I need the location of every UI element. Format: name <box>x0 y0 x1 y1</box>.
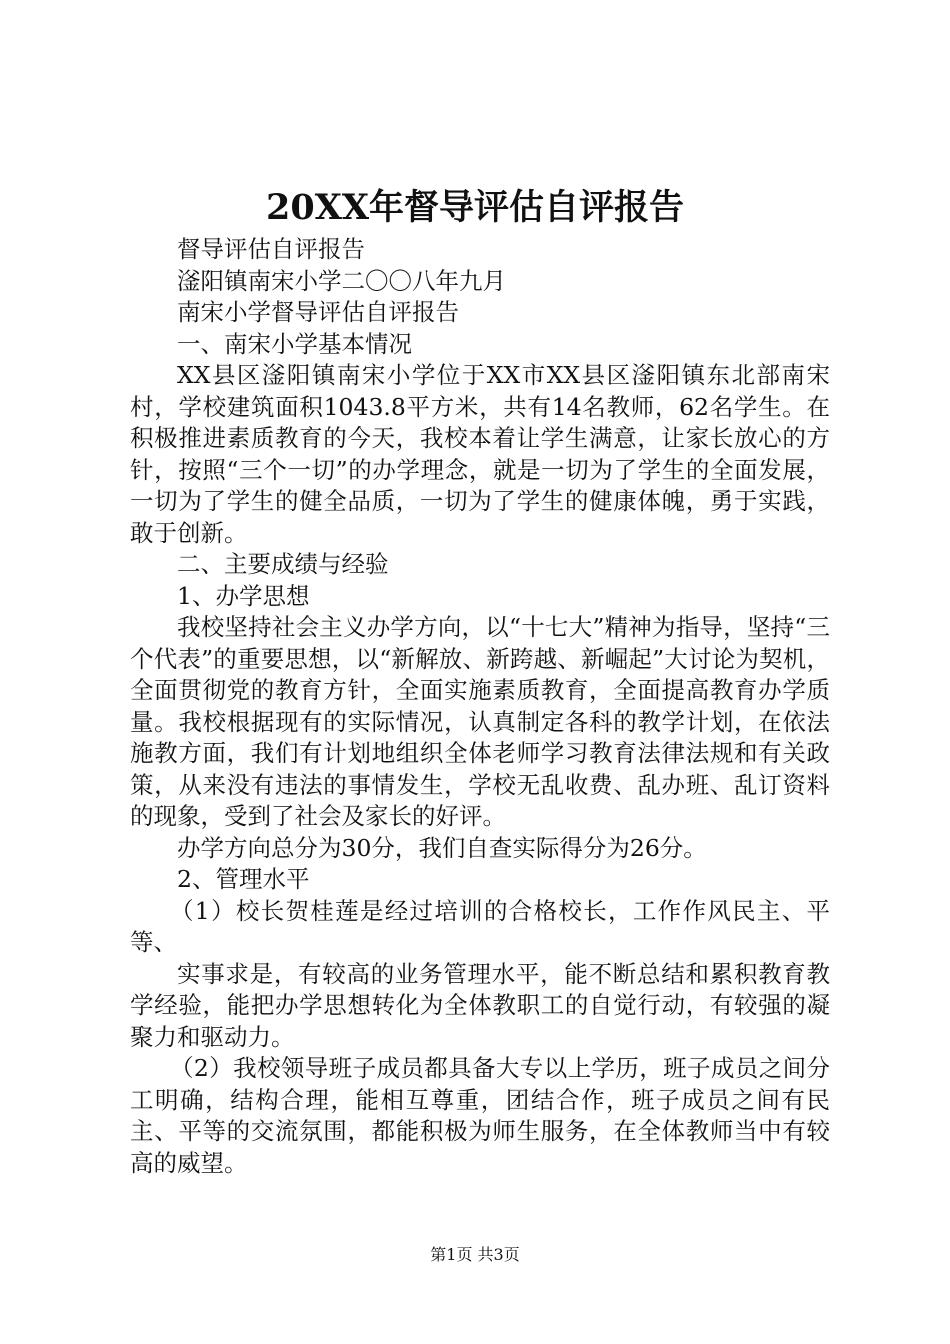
section-heading-basic-info: 一、南宋小学基本情况 <box>177 329 412 358</box>
paragraph-score: 办学方向总分为30分，我们自查实际得分为26分。 <box>177 833 707 862</box>
document-body <box>130 234 830 1179</box>
paragraph-principal-continued: 实事求是，有较高的业务管理水平，能不断总结和累积教育教学经验，能把办学思想转化为全体教职工的自觉行动，有较强的凝聚力和驱动力。 <box>130 959 830 1051</box>
paragraph-basic-info: XX县区滏阳镇南宋小学位于XX市XX县区滏阳镇东北部南宋村，学校建筑面积1043.8平方米，共有14名教师，62名学生。在积极推进素质教育的今天，我校本着让学生满意，让家长放心的方针，按照“三个一切”的办学理念，就是一切为了学生的全面发展，一切为了学生的健全品质，一切为了学生的健康体魄，勇于实践，敢于创新。 <box>130 361 830 547</box>
paragraph-subtitle: 督导评估自评报告 <box>177 235 365 263</box>
page-number-footer: 第1页 共3页 <box>430 1245 520 1264</box>
section-heading-achievements: 二、主要成绩与经验 <box>177 550 389 578</box>
document-title: 20XX年督导评估自评报告 <box>265 187 685 228</box>
paragraph-school-date: 滏阳镇南宋小学二〇〇八年九月 <box>177 266 506 295</box>
subsection-heading-philosophy: 1、办学思想 <box>177 581 310 610</box>
paragraph-principal: （1）校长贺桂莲是经过培训的合格校长，工作作风民主、平等、 <box>130 896 830 956</box>
paragraph-report-name: 南宋小学督导评估自评报告 <box>177 298 459 326</box>
subsection-heading-management: 2、管理水平 <box>177 865 310 893</box>
paragraph-philosophy: 我校坚持社会主义办学方向，以“十七大”精神为指导，坚持“三个代表”的重要思想，以“新解放、新跨越、新崛起”大讨论为契机，全面贯彻党的教育方针，全面实施素质教育，全面提高教育办学质量。我校根据现有的实际情况，认真制定各科的教学计划，在依法施教方面，我们有计划地组织全体老师学习教育法律法规和有关政策，从来没有违法的事情发生，学校无乱收费、乱办班、乱订资料的现象，受到了社会及家长的好评。 <box>130 613 830 830</box>
paragraph-leadership: （2）我校领导班子成员都具备大专以上学历，班子成员之间分工明确，结构合理，能相互尊重，团结合作，班子成员之间有民主、平等的交流氛围，都能积极为师生服务，在全体教师当中有较高的威望。 <box>130 1054 830 1177</box>
